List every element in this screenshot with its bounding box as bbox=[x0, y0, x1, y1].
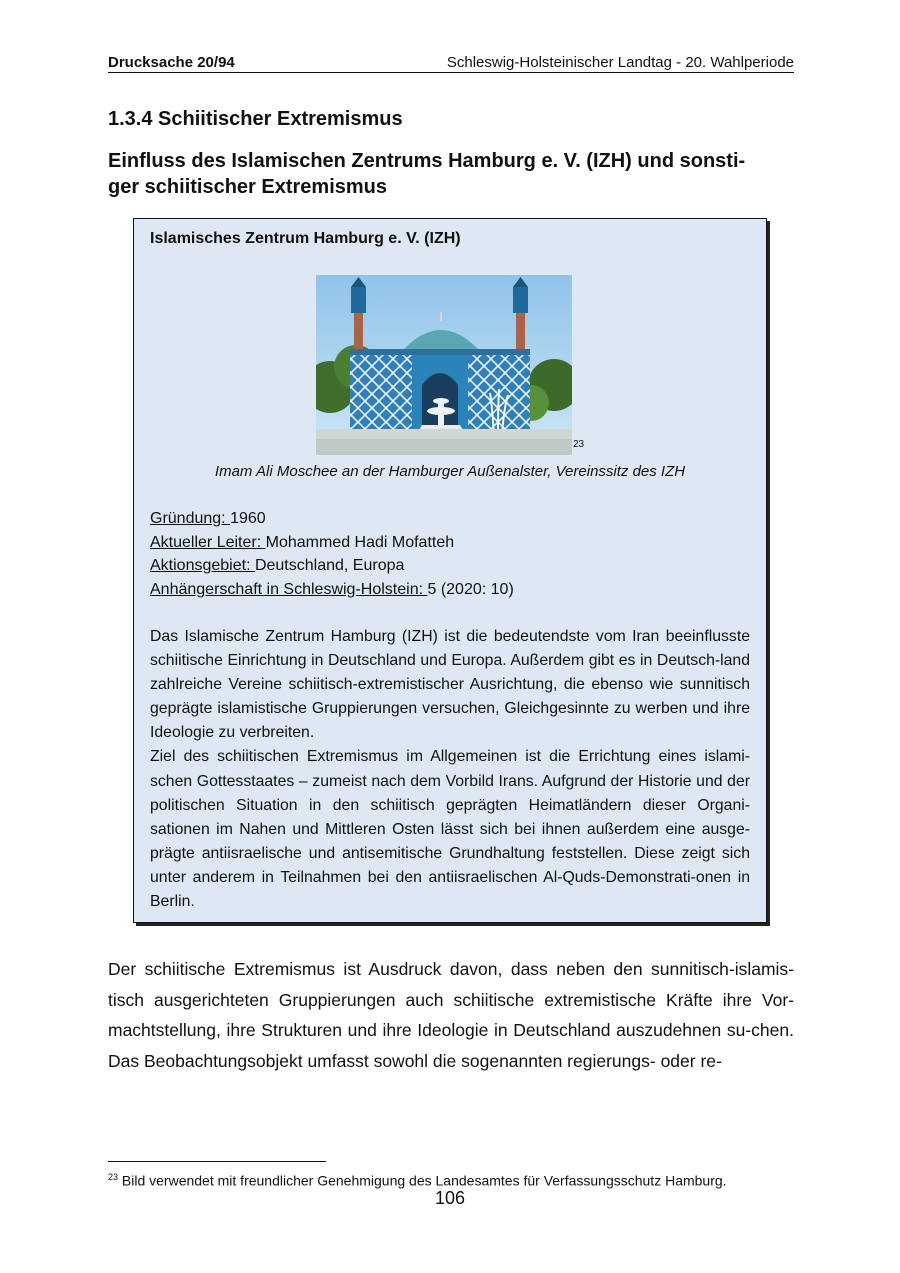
fact-label: Gründung: bbox=[150, 510, 231, 527]
fact-value: 5 (2020: 10) bbox=[427, 580, 514, 598]
fact-value: Deutschland, Europa bbox=[254, 557, 405, 574]
info-box-body bbox=[150, 625, 750, 914]
chapter-title bbox=[108, 148, 798, 200]
info-paragraph: Ziel des schiitischen Extremismus im Allgemeinen ist die Errichtung eines islami-schen Gottesstaates – zumeist nach dem Vorbild Irans. Aufgrund der Historie und der politischen Situation in den schiitisch geprägten Heimatländern dieser Organi-sationen im Nahen und Mittleren Osten lässt sich bei ihnen außerdem eine ausge-prägte antiisraelische und antisemitische Grundhaltung feststellen. Diese zeigt sich unter anderem in Teilnahmen bei den antiisraelischen Al-Quds-Demonstrati-onen in Berlin. bbox=[150, 748, 750, 911]
fact-founding bbox=[150, 507, 514, 531]
footnote-reference: 23 bbox=[573, 439, 585, 450]
section-heading: 1.3.4 Schiitischer Extremismus bbox=[108, 108, 403, 130]
fact-label: Aktionsgebiet: bbox=[150, 557, 255, 574]
mosque-photo bbox=[316, 275, 572, 455]
running-header bbox=[108, 54, 794, 73]
document-number: Drucksache 20/94 bbox=[108, 54, 235, 71]
parliament-title: Schleswig-Holsteinischer Landtag - 20. Wahlperiode bbox=[446, 54, 794, 71]
fact-followers bbox=[150, 578, 514, 602]
facts-list bbox=[150, 507, 514, 601]
footnote-text: Bild verwendet mit freundlicher Genehmigung des Landesamtes für Verfassungsschutz Hamburg. bbox=[118, 1172, 727, 1189]
footnote-number: 23 bbox=[108, 1172, 119, 1182]
fact-label: Anhängerschaft in Schleswig-Holstein: bbox=[150, 580, 428, 598]
info-box bbox=[133, 218, 767, 923]
info-paragraph: Das Islamische Zentrum Hamburg (IZH) ist die bedeutendste vom Iran beeinflusste schiitische Einrichtung in Deutschland und Europa. Außerdem gibt es in Deutsch-land zahlreiche Vereine schiitisch-extremistischer Ausrichtung, die ebenso wie sunnitisch geprägte islamistische Gruppierungen versuchen, Gleichgesinnte zu werben und ihre Ideologie zu verbreiten. bbox=[150, 628, 750, 742]
photo-caption: Imam Ali Moschee an der Hamburger Außenalster, Vereinssitz des IZH bbox=[214, 463, 686, 480]
fact-value: 1960 bbox=[230, 510, 266, 527]
chapter-title-line-1: Einfluss des Islamischen Zentrums Hamburg e. V. (IZH) und sonsti- bbox=[108, 150, 746, 172]
footnote-divider bbox=[108, 1161, 326, 1162]
fact-leader bbox=[150, 531, 514, 555]
fact-label: Aktueller Leiter: bbox=[150, 533, 266, 551]
info-box-title: Islamisches Zentrum Hamburg e. V. (IZH) bbox=[150, 230, 461, 247]
chapter-title-line-2: ger schiitischer Extremismus bbox=[108, 176, 388, 198]
fact-area bbox=[150, 554, 514, 578]
page-number: 106 bbox=[434, 1188, 466, 1208]
fact-value: Mohammed Hadi Mofatteh bbox=[265, 533, 455, 551]
body-paragraph: Der schiitische Extremismus ist Ausdruck davon, dass neben den sunnitisch-islamis-tisch ausgerichteten Gruppierungen auch schiitische extremistische Kräfte ihre Vor-machtstellung, ihre Strukturen und ihre Ideologie in Deutschland auszudehnen su-chen. Das Beobachtungsobjekt umfasst sowohl die sogenannten regierungs- oder re- bbox=[108, 959, 794, 1071]
